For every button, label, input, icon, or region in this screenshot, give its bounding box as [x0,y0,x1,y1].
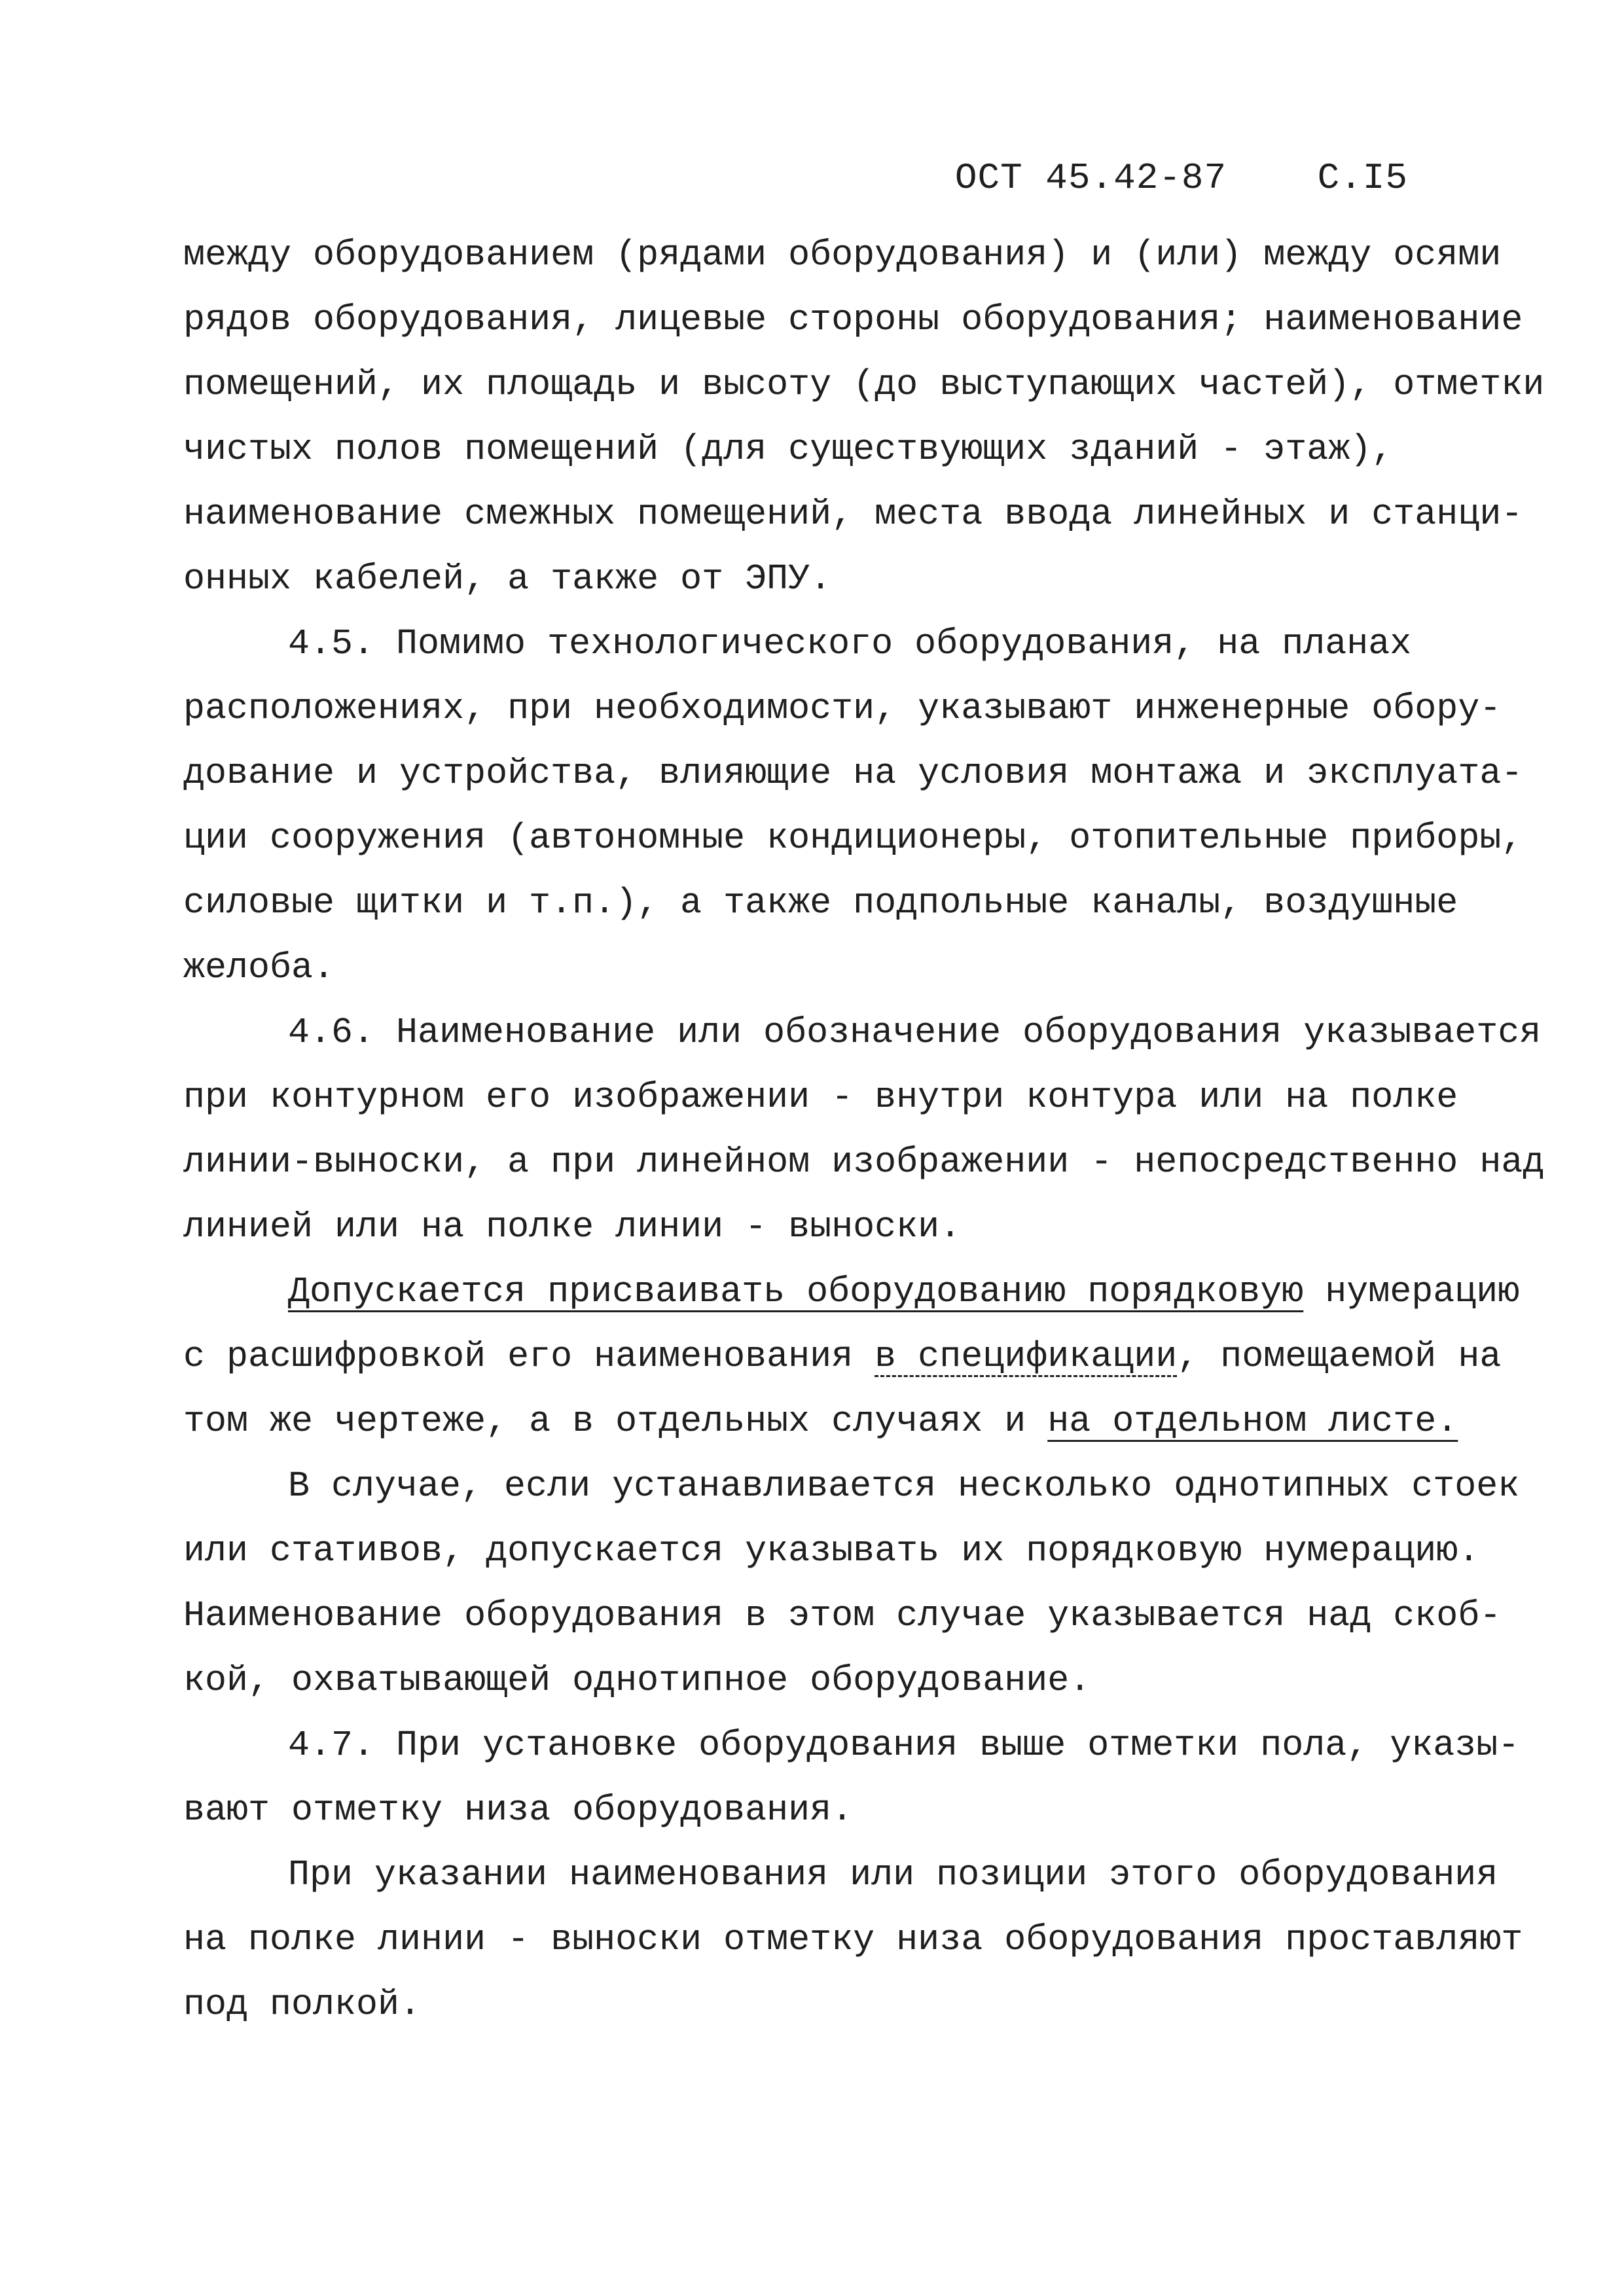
text-line: под полкой. [183,1984,422,2025]
page-number: С.I5 [1317,157,1408,199]
text-line: дование и устройства, влияющие на условия монтажа и эксплуата- [183,753,1523,794]
text-line: вают отметку низа оборудования. [183,1789,854,1831]
paragraph-4-5 [183,611,1523,1000]
paragraph-4-7 [183,1713,1520,1842]
text-line: рядов оборудования, лицевые стороны оборудования; наименование [183,299,1523,340]
underlined-text: на отдельном листе. [1047,1401,1458,1442]
text-fragment: с расшифровкой его наименования [183,1336,875,1377]
text-fragment: том же чертеже, а в отдельных случаях и [183,1401,1048,1442]
text-line: наименование смежных помещений, места ввода линейных и станци- [183,493,1523,535]
text-line: 4.7. При установке оборудования выше отметки пола, указы- [288,1725,1520,1766]
underlined-text: Допускается присваивать оборудованию порядковую [288,1271,1304,1312]
text-line: При указании наименования или позиции этого оборудования [288,1854,1498,1895]
text-line: между оборудованием (рядами оборудования) и (или) между осями [183,234,1502,276]
text-line: Наименование оборудования в этом случае указывается над скоб- [183,1595,1502,1636]
text-line: В случае, если устанавливается несколько однотипных стоек [288,1465,1520,1507]
text-line: 4.5. Помимо технологического оборудования, на планах [288,623,1412,664]
underlined-text: в спецификации [875,1336,1178,1377]
text-fragment: , помещаемой на [1177,1336,1502,1377]
text-line: или стативов, допускается указывать их порядковую нумерацию. [183,1530,1480,1571]
text-fragment: нумерацию [1303,1271,1520,1312]
text-line [183,1259,1520,1324]
text-line [183,1389,1479,1454]
text-line: силовые щитки и т.п.), а также подпольные каналы, воздушные [183,882,1458,924]
paragraph-continuation [183,223,1545,611]
text-line: ции сооружения (автономные кондиционеры, отопительные приборы, [183,817,1523,859]
text-line: расположениях, при необходимости, указывают инженерные обору- [183,688,1502,729]
paragraph-4-6 [183,1000,1545,1259]
text-line: помещений, их площадь и высоту (до выступающих частей), отметки [183,364,1545,405]
text-line: 4.6. Наименование или обозначение оборудования указывается [288,1012,1542,1053]
text-line: кой, охватывающей однотипное оборудование. [183,1660,1091,1701]
text-line: желоба. [183,947,335,988]
text-line: при контурном его изображении - внутри контура или на полке [183,1077,1458,1118]
header-spacer [1250,157,1295,199]
text-line [183,1324,1502,1389]
paragraph-4-7-leader [183,1842,1523,2037]
page-header [955,157,1408,199]
text-line: онных кабелей, а также от ЭПУ. [183,558,832,600]
paragraph-4-6-numbering [183,1259,1520,1454]
text-line: линией или на полке линии - выноски. [183,1206,962,1247]
text-line: чистых полов помещений (для существующих зданий - этаж), [183,429,1394,470]
document-body [183,223,1545,2037]
paragraph-4-6-racks [183,1454,1520,1713]
text-line: линии-выноски, а при линейном изображении - непосредственно над [183,1141,1545,1183]
document-code: ОСТ 45.42-87 [954,157,1227,199]
text-line: на полке линии - выноски отметку низа оборудования проставляют [183,1919,1523,1960]
